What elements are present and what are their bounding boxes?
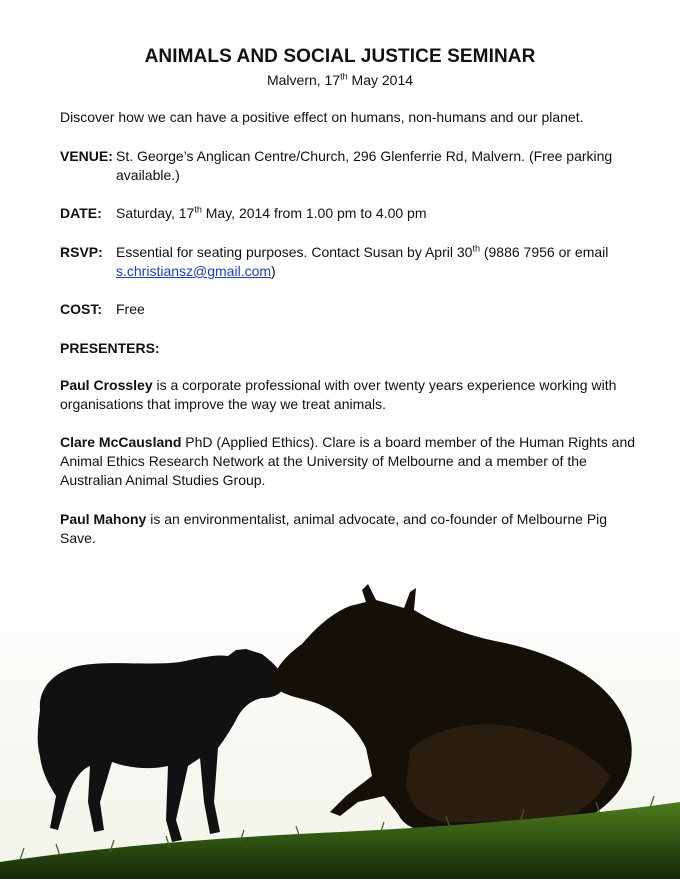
venue-label: VENUE: (60, 148, 113, 164)
rsvp-value: Essential for seating purposes. Contact Susan by April 30th (9886 7956 or email s.christiansz@gmail.com) (116, 243, 609, 279)
rsvp-label: RSVP: (60, 244, 103, 260)
presenter-paul-crossley: Paul Crossley is a corporate professional with over twenty years experience working with organisations that improve the way we treat animals. (60, 377, 617, 412)
cow-and-calf-photo (0, 570, 680, 879)
cost-value: Free (116, 301, 145, 317)
presenter-clare-mccausland: Clare McCausland PhD (Applied Ethics). Clare is a board member of the Human Rights and Animal Ethics Research Network at the University of Melbourne and a member of the Australian Animal Studies Group. (60, 434, 636, 488)
intro-text: Discover how we can have a positive effect on humans, non-humans and our planet. (60, 109, 584, 125)
presenter-paul-mahony: Paul Mahony is an environmentalist, animal advocate, and co-founder of Melbourne Pig Save. (60, 511, 608, 546)
presenters-heading: PRESENTERS: (60, 340, 160, 356)
page-title: ANIMALS AND SOCIAL JUSTICE SEMINAR (144, 46, 536, 67)
venue-value: St. George’s Anglican Centre/Church, 296 Glenferrie Rd, Malvern. (Free parking available.) (116, 148, 613, 183)
date-label: DATE: (60, 205, 102, 221)
rsvp-email-link[interactable]: s.christiansz@gmail.com (116, 263, 272, 279)
date-value: Saturday, 17th May, 2014 from 1.00 pm to 4.00 pm (116, 204, 427, 221)
event-subtitle: Malvern, 17th May 2014 (266, 71, 414, 88)
cost-label: COST: (60, 301, 102, 317)
